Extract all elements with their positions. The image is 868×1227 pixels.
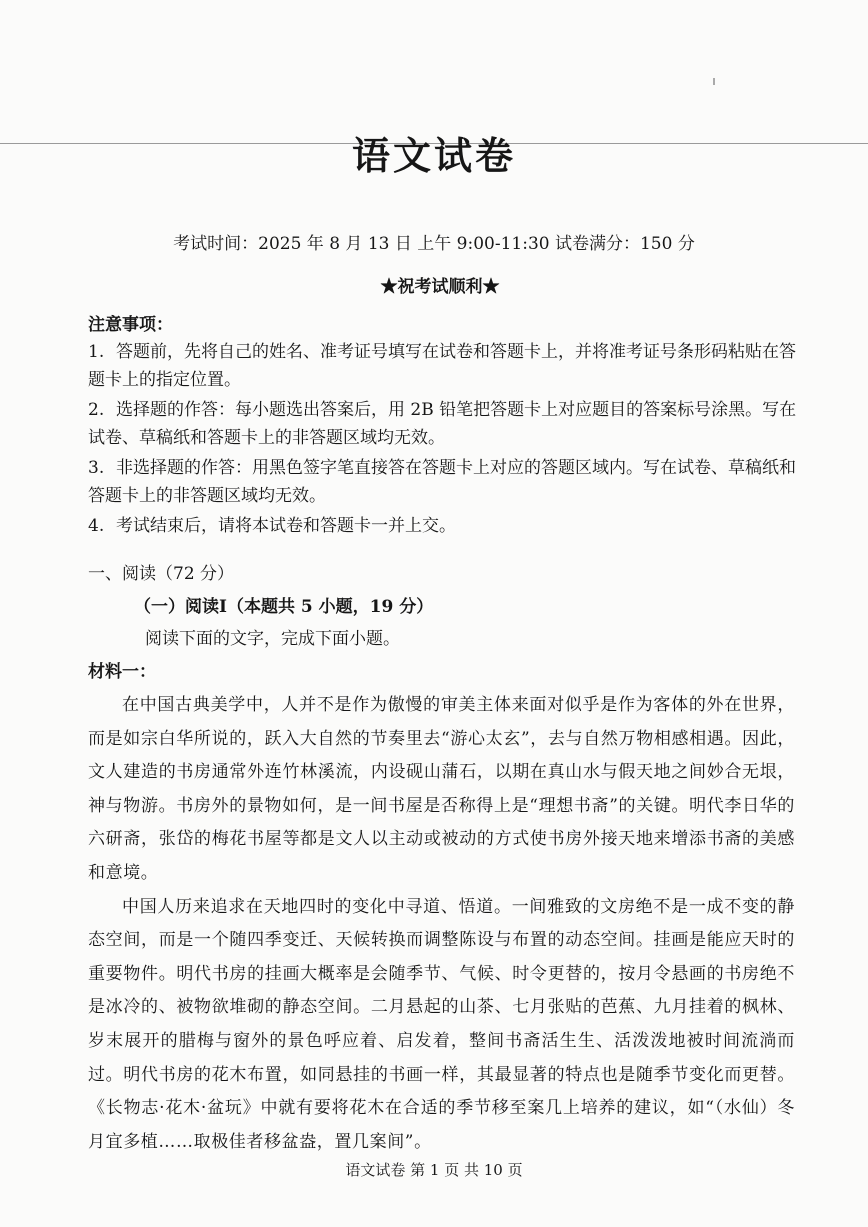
subsection-heading: （一）阅读I（本题共 5 小题，19 分）	[134, 597, 434, 617]
exam-wish: ★祝考试顺利★	[380, 277, 500, 297]
notice-item	[88, 338, 808, 394]
material-paragraph: 中国人历来追求在天地四时的变化中寻道、悟道。一间雅致的文房绝不是一成不变的静态空间，而是一个随四季变迁、天候转换而调整陈设与布置的动态空间。挂画是能应天时的重要物件。明代书房的挂画大概率是会随季节、气候、时令更替的，按月令悬画的书房绝不是冰冷的、被物欲堆砌的静态空间。二月悬起的山茶、七月张贴的芭蕉、九月挂着的枫林、岁末展开的腊梅与窗外的景色呼应着、启发着，整间书斋活生生、活泼泼地被时间流淌而过。明代书房的花木布置，如同悬挂的书画一样，其最显著的特点也是随季节变化而更替。《长物志·花木·盆玩》中就有要将花木在合适的季节移至案几上培养的建议，如“（水仙）冬月宜多植……取极佳者移盆盎，置几案间”。	[88, 896, 795, 1152]
notice-list	[88, 338, 808, 542]
page-footer: 语文试卷 第 1 页 共 10 页	[345, 1161, 523, 1179]
notice-item	[88, 396, 808, 452]
exam-info: 考试时间：2025 年 8 月 13 日 上午 9:00-11:30 试卷满分：150 分	[173, 234, 695, 254]
notice-number: 3.	[88, 458, 105, 478]
notice-number: 2.	[88, 400, 105, 420]
reading-instruction: 阅读下面的文字，完成下面小题。	[145, 629, 400, 649]
notice-text: 非选择题的作答：用黑色签字笔直接答在答题卡上对应的答题区域内。写在试卷、草稿纸和答题卡上的非答题区域均无效。	[88, 458, 796, 506]
notice-item	[88, 454, 808, 510]
notice-text: 答题前，先将自己的姓名、准考证号填写在试卷和答题卡上，并将准考证号条形码粘贴在答题卡上的指定位置。	[88, 342, 796, 390]
notice-item	[88, 512, 808, 540]
notice-number: 1.	[88, 342, 105, 362]
notice-text: 考试结束后，请将本试卷和答题卡一并上交。	[116, 516, 456, 536]
notice-text: 选择题的作答：每小题选出答案后，用 2B 铅笔把答题卡上对应题目的答案标号涂黑。写在试卷、草稿纸和答题卡上的非答题区域均无效。	[88, 400, 797, 448]
notice-number: 4.	[88, 516, 105, 536]
section-heading: 一、阅读（72 分）	[88, 564, 235, 584]
notice-heading: 注意事项：	[88, 315, 173, 335]
exam-title: 语文试卷	[351, 133, 516, 178]
material-body	[88, 689, 795, 1159]
scan-speck	[713, 78, 715, 85]
material-paragraph: 在中国古典美学中，人并不是作为傲慢的审美主体来面对似乎是作为客体的外在世界，而是如宗白华所说的，跃入大自然的节奏里去“游心太玄”，去与自然万物相感相遇。因此，文人建造的书房通常外连竹林溪流，内设砚山蒲石，以期在真山水与假天地之间妙合无垠，神与物游。书房外的景物如何，是一间书屋是否称得上是“理想书斋”的关键。明代李日华的六研斋，张岱的梅花书屋等都是文人以主动或被动的方式使书房外接天地来增添书斋的美感和意境。	[88, 695, 795, 883]
material-heading: 材料一：	[88, 662, 156, 682]
